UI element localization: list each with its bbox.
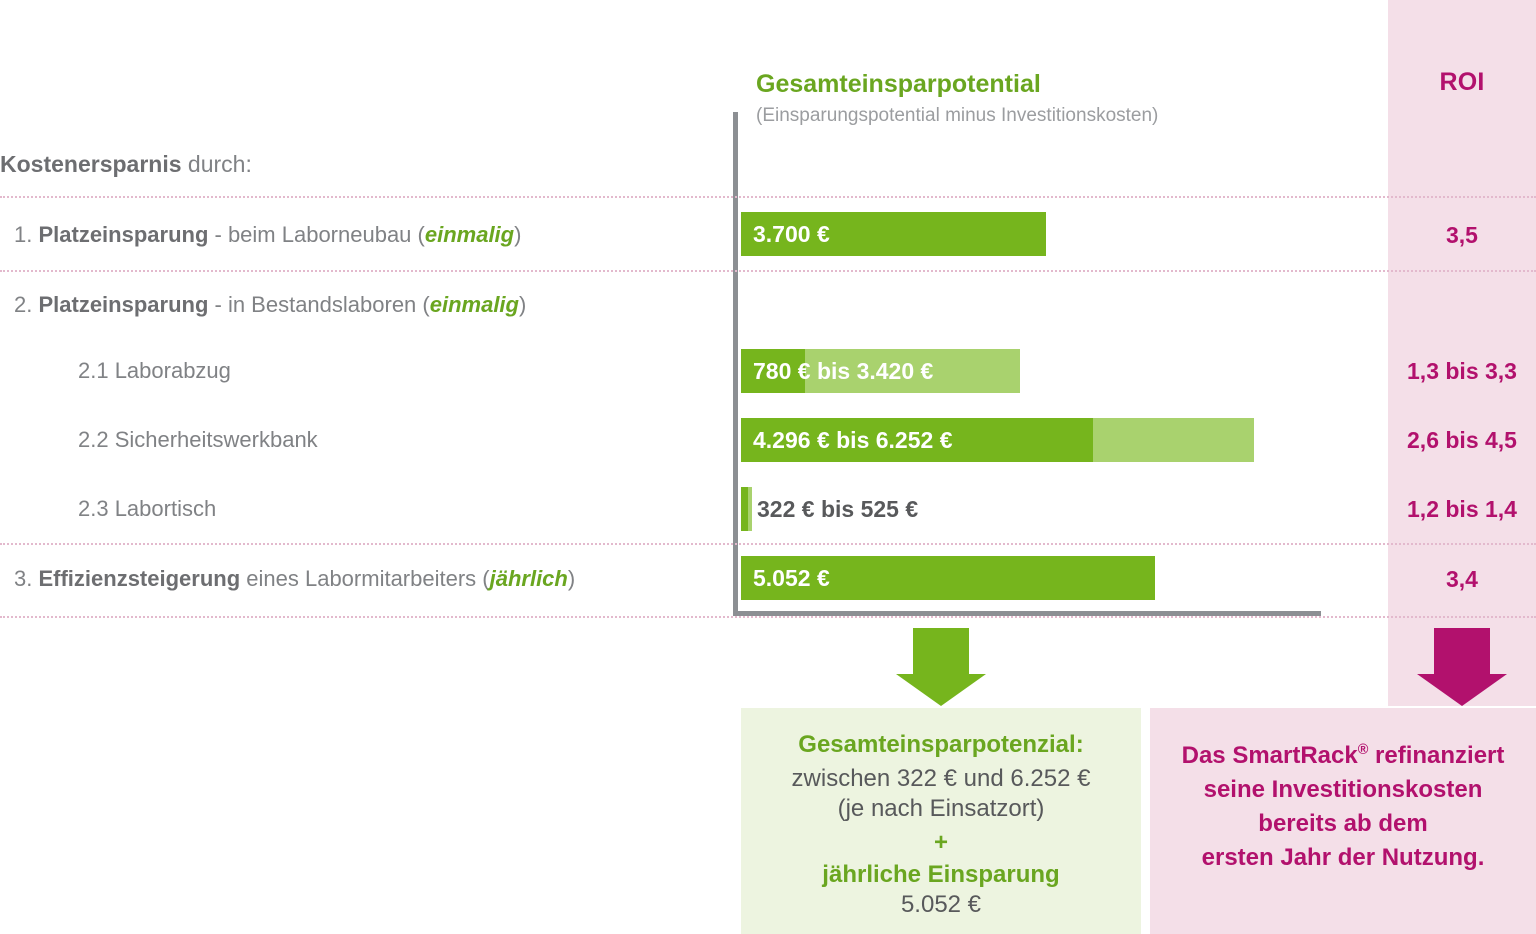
- intro-label-rest: durch:: [181, 151, 252, 177]
- summary-green-line5: 5.052 €: [900, 891, 982, 918]
- row-label-1-emphasis: einmalig: [424, 222, 515, 247]
- row-label-2-number: 2.: [14, 292, 39, 317]
- bar-segment-max: [748, 487, 752, 531]
- summary-pink-line3: bereits ab dem: [1258, 810, 1428, 837]
- summary-box-green: [741, 708, 1141, 934]
- summary-green-plus: +: [933, 829, 948, 856]
- row-label-3: [14, 566, 575, 592]
- row-separator: [0, 543, 1536, 545]
- summary-box-pink: [1150, 708, 1536, 934]
- roi-value-1: 3,5: [1446, 222, 1478, 248]
- bar-row-2-1: [741, 349, 1020, 393]
- row-label-2: [14, 292, 526, 318]
- row-label-2-2: 2.2 Sicherheitswerkbank: [78, 427, 318, 452]
- bar-row-2-2: [741, 418, 1254, 462]
- roi-value-3: 3,4: [1446, 566, 1478, 592]
- row-label-3-rest: eines Labormitarbeiters (: [240, 566, 490, 591]
- roi-column-background: [1388, 0, 1536, 706]
- summary-pink-line4: ersten Jahr der Nutzung.: [1201, 844, 1485, 871]
- row-label-1-rest: - beim Laborneubau (: [208, 222, 425, 247]
- bar-segment-max: [1093, 418, 1254, 462]
- chart-title: Gesamteinsparpotential: [756, 70, 1041, 98]
- intro-label-bold: Kostenersparnis: [0, 151, 182, 177]
- bar-label-2-3: 322 € bis 525 €: [757, 496, 919, 522]
- row-label-3-close: ): [567, 566, 576, 591]
- row-label-2-rest: - in Bestandslaboren (: [208, 292, 430, 317]
- row-label-2-bold: Platzeinsparung: [38, 292, 209, 317]
- bar-row-3: [741, 556, 1155, 600]
- row-label-1-number: 1.: [14, 222, 39, 247]
- row-label-1: [14, 222, 521, 248]
- summary-pink-line1-post: refinanziert: [1368, 742, 1505, 769]
- bar-row-1: [741, 212, 1046, 256]
- chart-axis-vertical: [733, 112, 738, 616]
- roi-column-header: ROI: [1439, 68, 1485, 96]
- bar-row-2-3: [741, 487, 919, 531]
- row-label-3-bold: Effizienzsteigerung: [38, 566, 241, 591]
- row-label-3-emphasis: jährlich: [489, 566, 568, 591]
- row-label-3-number: 3.: [14, 566, 39, 591]
- bar-segment-min: [741, 487, 748, 531]
- summary-green-line3: (je nach Einsatzort): [837, 795, 1045, 822]
- row-separator: [0, 616, 1536, 618]
- summary-pink-line2: seine Investitionskosten: [1203, 776, 1483, 803]
- roi-value-2-2: 2,6 bis 4,5: [1407, 427, 1517, 453]
- registered-trademark-icon: ®: [1357, 742, 1369, 758]
- bar-label-1: 3.700 €: [753, 221, 830, 247]
- bar-label-3: 5.052 €: [753, 565, 830, 591]
- row-label-2-3: 2.3 Labortisch: [78, 496, 217, 521]
- chart-subtitle: (Einsparungspotential minus Investitionskosten): [756, 105, 1159, 126]
- row-label-2-1: 2.1 Laborabzug: [78, 358, 231, 383]
- row-separator: [0, 196, 1536, 198]
- row-label-2-emphasis: einmalig: [429, 292, 519, 317]
- summary-green-line4: jährliche Einsparung: [822, 861, 1060, 888]
- bar-label-2-2: 4.296 € bis 6.252 €: [753, 427, 953, 453]
- row-separator: [0, 270, 1536, 272]
- summary-pink-line1-pre: Das SmartRack: [1181, 742, 1358, 769]
- summary-green-line1: Gesamteinsparpotenzial:: [798, 731, 1084, 758]
- summary-green-line2: zwischen 322 € und 6.252 €: [791, 765, 1091, 792]
- summary-pink-line1: [1150, 733, 1536, 773]
- row-label-2-close: ): [518, 292, 527, 317]
- row-label-1-bold: Platzeinsparung: [38, 222, 209, 247]
- bar-label-2-1-min: 780: [753, 358, 792, 384]
- roi-value-2-1: 1,3 bis 3,3: [1407, 358, 1517, 384]
- row-label-1-close: ): [514, 222, 522, 247]
- roi-value-2-3: 1,2 bis 1,4: [1407, 496, 1517, 522]
- bar-label-2-1: [753, 349, 933, 393]
- intro-label: [0, 151, 252, 178]
- bar-label-2-1-range: € bis 3.420 €: [791, 358, 934, 384]
